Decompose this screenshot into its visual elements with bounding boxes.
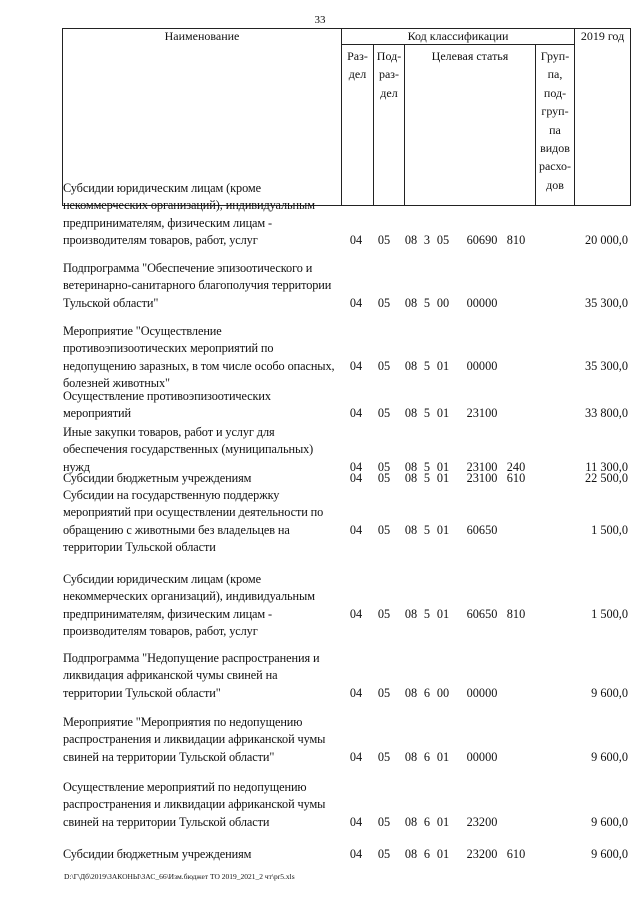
row-name: Осуществление мероприятий по недопущению распространения и ликвидации африканской чумы свиней на территории Тульской области [63, 780, 326, 829]
row-name: Субсидии юридическим лицам (кроме некоммерческих организаций), индивидуальным предпринимателям, физическим лицам - производителям товаров, работ, услуг [63, 181, 315, 248]
code-p: 05 [377, 814, 391, 829]
row-amount: 9 600,0 [591, 685, 628, 700]
code-c3: 00 [436, 685, 450, 700]
code-r: 04 [349, 847, 363, 861]
header-word: Раз- [347, 49, 368, 63]
header-word: Груп- [540, 49, 570, 63]
code-c1: 08 [404, 847, 418, 861]
code-c2: 5 [423, 459, 431, 474]
code-p: 05 [377, 606, 391, 621]
code-p: 05 [377, 471, 391, 485]
code-c4: 23100 [466, 459, 498, 474]
code-c3: 01 [436, 406, 450, 421]
code-c4: 60650 [466, 522, 498, 537]
code-r: 04 [349, 522, 363, 537]
code-c4: 00000 [466, 295, 498, 310]
code-c2: 5 [423, 406, 431, 421]
code-c1: 08 [404, 233, 418, 248]
code-r: 04 [349, 606, 363, 621]
code-p: 05 [377, 459, 391, 474]
row-name: Иные закупки товаров, работ и услуг для обеспечения государственных (муниципальных) нужд [63, 425, 314, 474]
code-c3: 01 [436, 606, 450, 621]
header-target: Целевая статья [405, 45, 536, 206]
code-r: 04 [349, 358, 363, 373]
header-word: па [549, 122, 561, 137]
row-name: Мероприятие "Мероприятия по недопущению распространения и ликвидации африканской чумы свиней на территории Тульской области" [63, 715, 326, 764]
code-c1: 08 [404, 606, 418, 621]
code-g: 810 [506, 606, 526, 621]
code-c4: 23200 [466, 847, 498, 861]
code-c2: 6 [423, 847, 431, 861]
row-name: Субсидии бюджетным учреждениям [63, 847, 252, 861]
code-c1: 08 [404, 685, 418, 700]
row-name: Мероприятие "Осуществление противоэпизоотических мероприятий по недопущению заразных, в том числе особо опасных, болезней животных" [63, 324, 335, 391]
code-p: 05 [377, 295, 391, 310]
file-path-footer: D:\Г\Дб\2019\ЗАКОНЫ\ЗАС_66\Изм.бюджет ТО 2019_2021_2 чт\pr5.xls [64, 872, 295, 881]
code-c2: 6 [423, 685, 431, 700]
code-c2: 6 [423, 749, 431, 764]
code-g: 240 [506, 459, 526, 474]
code-c3: 01 [436, 522, 450, 537]
code-c2: 5 [423, 358, 431, 373]
code-c4: 23100 [466, 406, 498, 421]
row-amount: 1 500,0 [591, 606, 628, 621]
row-amount: 35 300,0 [584, 295, 628, 310]
code-c1: 08 [404, 406, 418, 421]
code-c2: 5 [423, 471, 431, 485]
code-r: 04 [349, 295, 363, 310]
code-g: 610 [506, 847, 526, 861]
row-amount: 35 300,0 [584, 358, 628, 373]
code-c2: 6 [423, 814, 431, 829]
code-g: 610 [506, 471, 526, 485]
code-c1: 08 [404, 459, 418, 474]
header-name: Наименование [63, 29, 342, 206]
row-amount: 9 600,0 [591, 749, 628, 764]
row-name: Субсидии юридическим лицам (кроме некоммерческих организаций), индивидуальным предпринимателям, физическим лицам - производителям товаров, работ, услуг [63, 572, 315, 639]
code-p: 05 [377, 358, 391, 373]
row-name: Подпрограмма "Обеспечение эпизоотического и ветеринарно-санитарного благополучия территории Тульской области" [63, 261, 332, 310]
row-amount: 20 000,0 [584, 233, 628, 248]
row-amount: 1 500,0 [591, 522, 628, 537]
code-c2: 5 [423, 522, 431, 537]
header-word: груп- [541, 104, 569, 119]
code-r: 04 [349, 406, 363, 421]
code-p: 05 [377, 406, 391, 421]
code-r: 04 [349, 233, 363, 248]
code-c4: 23100 [466, 471, 498, 485]
row-amount: 9 600,0 [591, 847, 628, 861]
code-c1: 08 [404, 295, 418, 310]
header-word: па, [547, 67, 563, 82]
code-p: 05 [377, 847, 391, 861]
row-amount: 11 300,0 [585, 459, 628, 474]
header-word: дов [546, 177, 564, 192]
code-c4: 60650 [466, 606, 498, 621]
row-name: Подпрограмма "Недопущение распространения и ликвидация африканской чумы свиней на территории Тульской области" [63, 651, 320, 700]
header-word: под- [543, 85, 567, 100]
code-c1: 08 [404, 358, 418, 373]
code-p: 05 [377, 233, 391, 248]
code-c3: 01 [436, 847, 450, 861]
row-name: Субсидии на государственную поддержку мероприятий при осуществлении деятельности по обращению с животными без владельцев на территории Тульской области [63, 488, 324, 555]
code-c1: 08 [404, 522, 418, 537]
code-r: 04 [349, 685, 363, 700]
code-c4: 00000 [466, 358, 498, 373]
header-word: расхо- [538, 159, 572, 174]
header-word: видов [540, 141, 570, 156]
code-g: 810 [506, 233, 526, 248]
code-c4: 60690 [466, 233, 498, 248]
code-c3: 01 [436, 471, 450, 485]
code-c2: 5 [423, 295, 431, 310]
code-c1: 08 [404, 471, 418, 485]
header-word: дел [380, 85, 398, 100]
row-amount: 22 500,0 [584, 471, 628, 485]
header-word: Под- [376, 49, 402, 63]
header-word: раз- [378, 67, 400, 82]
header-word: дел [348, 67, 367, 82]
code-r: 04 [349, 471, 363, 485]
code-c4: 00000 [466, 749, 498, 764]
page-number: 33 [314, 14, 326, 26]
code-p: 05 [377, 749, 391, 764]
code-p: 05 [377, 522, 391, 537]
code-c4: 00000 [466, 685, 498, 700]
code-c3: 01 [436, 749, 450, 764]
row-amount: 33 800,0 [584, 406, 628, 421]
code-p: 05 [377, 685, 391, 700]
code-c3: 01 [436, 814, 450, 829]
code-c1: 08 [404, 814, 418, 829]
code-c3: 01 [436, 459, 450, 474]
code-c2: 5 [423, 606, 431, 621]
code-c3: 05 [436, 233, 450, 248]
row-name: Осуществление противоэпизоотических мероприятий [63, 389, 271, 421]
code-r: 04 [349, 749, 363, 764]
code-c4: 23200 [466, 814, 498, 829]
code-r: 04 [349, 459, 363, 474]
header-code-group: Код классификации [342, 29, 575, 45]
code-r: 04 [349, 814, 363, 829]
code-c2: 3 [423, 233, 431, 248]
header-year: 2019 год [575, 29, 631, 206]
code-c1: 08 [404, 749, 418, 764]
row-name: Субсидии бюджетным учреждениям [63, 471, 252, 485]
code-c3: 01 [436, 358, 450, 373]
row-amount: 9 600,0 [591, 814, 628, 829]
code-c3: 00 [436, 295, 450, 310]
